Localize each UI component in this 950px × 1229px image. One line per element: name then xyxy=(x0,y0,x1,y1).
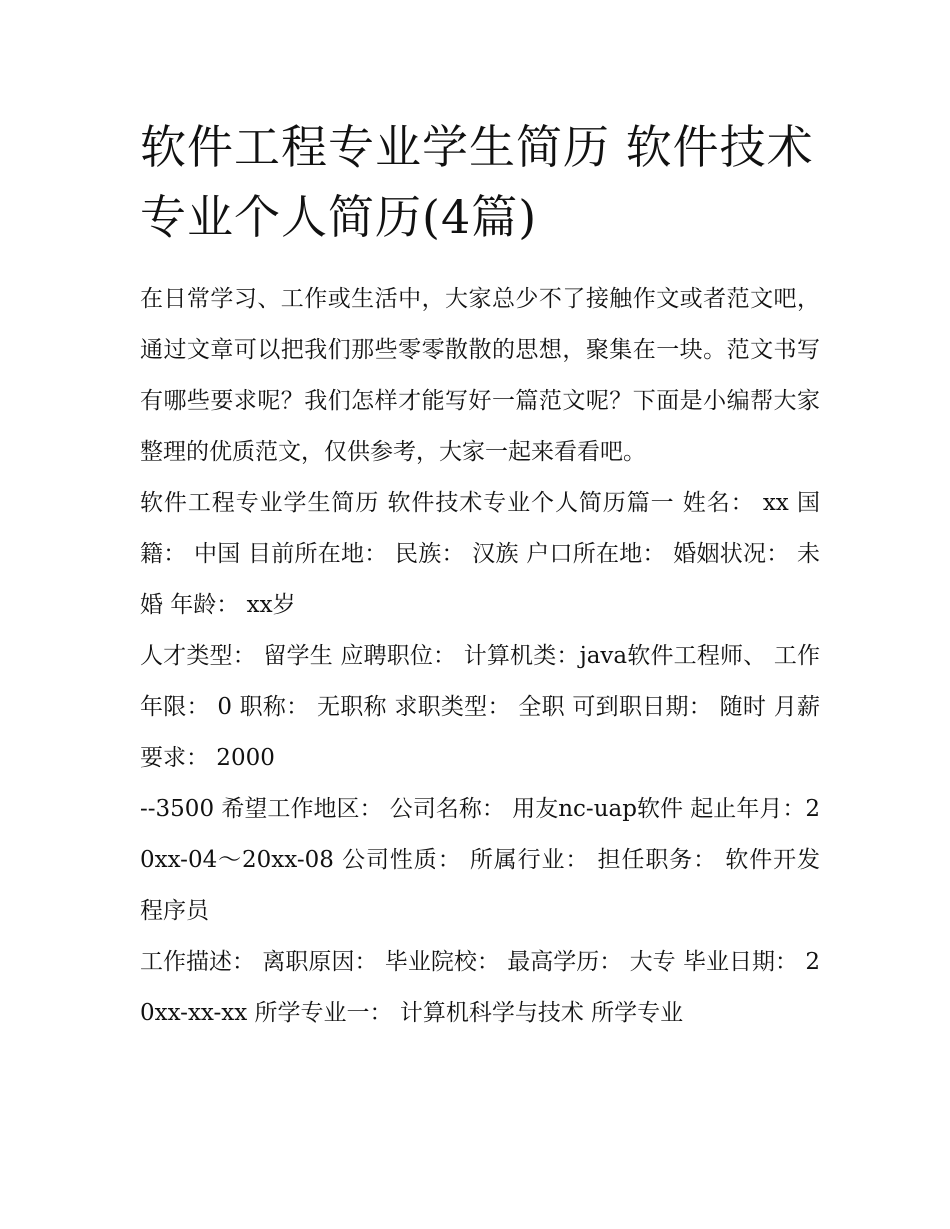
paragraph-job-intent: 人才类型： 留学生 应聘职位： 计算机类：java软件工程师、 工作年限： 0 职称： 无职称 求职类型： 全职 可到职日期： 随时 月薪要求： 2000 xyxy=(140,643,820,771)
paragraph-education: 工作描述： 离职原因： 毕业院校： 最高学历： 大专 毕业日期： 20xx-xx-xx 所学专业一： 计算机科学与技术 所学专业 xyxy=(140,949,820,1026)
document-page xyxy=(140,112,820,1039)
paragraph-personal-info: 软件工程专业学生简历 软件技术专业个人简历篇一 姓名： xx 国籍： 中国 目前所在地： 民族： 汉族 户口所在地： 婚姻状况： 未婚 年龄： xx岁 xyxy=(140,490,820,618)
paragraph-work-experience: --3500 希望工作地区： 公司名称： 用友nc-uap软件 起止年月：20xx-04～20xx-08 公司性质： 所属行业： 担任职务： 软件开发程序员 xyxy=(140,796,820,924)
paragraph-intro: 在日常学习、工作或生活中，大家总少不了接触作文或者范文吧，通过文章可以把我们那些零零散散的思想，聚集在一块。范文书写有哪些要求呢？我们怎样才能写好一篇范文呢？下面是小编帮大家整理的优质范文，仅供参考，大家一起来看看吧。 xyxy=(140,286,820,465)
document-body xyxy=(140,274,820,1039)
document-title: 软件工程专业学生简历 软件技术专业个人简历(4篇) xyxy=(140,120,814,244)
